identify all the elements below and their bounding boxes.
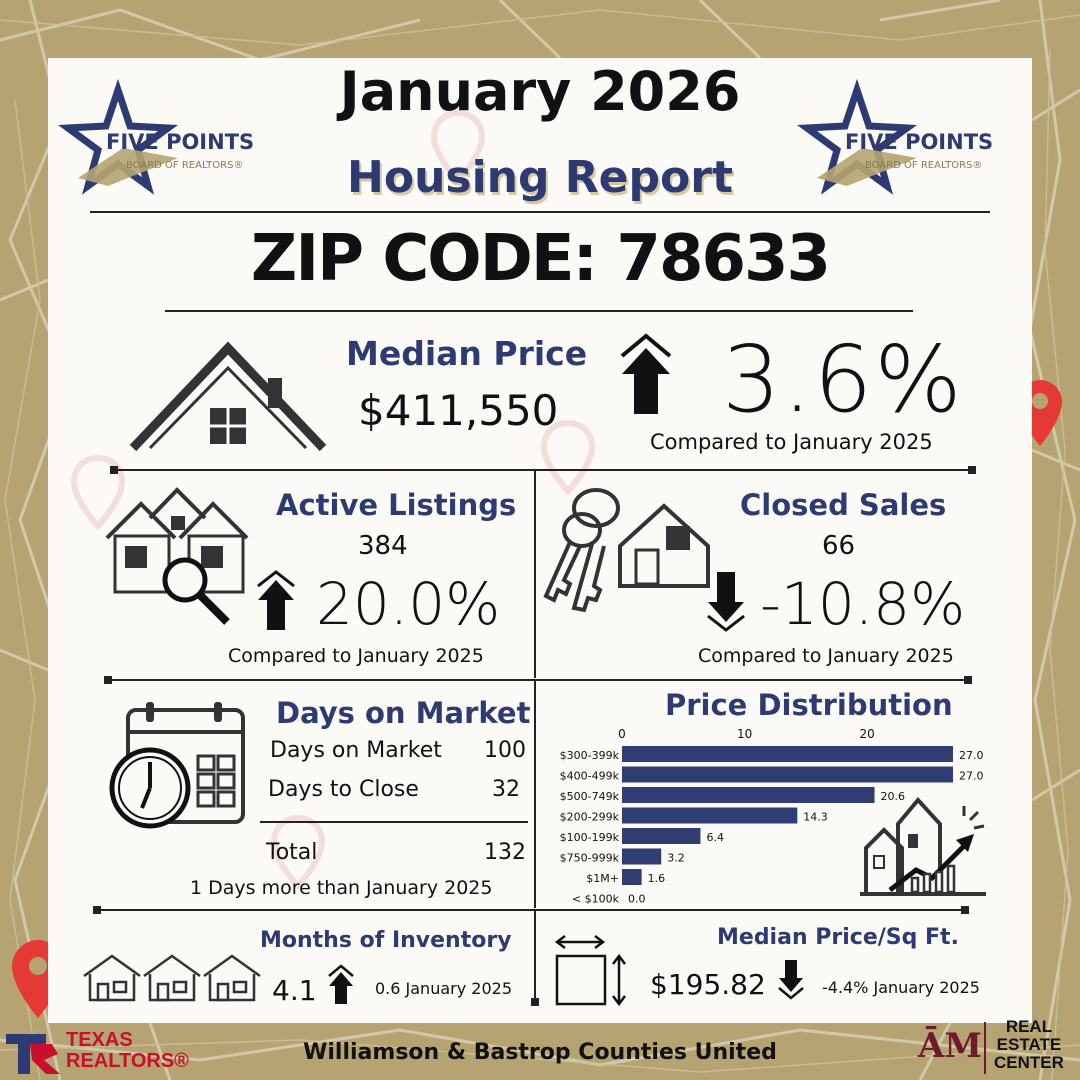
zip-code-heading: ZIP CODE: 78633 [250,222,830,296]
report-subtitle: Housing Report [347,152,733,203]
dom-total-value: 132 [484,840,526,865]
calendar-clock-icon [108,700,248,832]
divider-vertical [534,910,536,1002]
house-icon [128,340,328,452]
category-label: < $100k [571,892,619,906]
x-tick-label: 10 [736,727,753,741]
bar-value-label: 0.0 [628,892,646,906]
bar-value-label: 6.4 [706,831,724,844]
rec-line2: ESTATE [996,1035,1062,1054]
rec-line1: REAL [1005,1017,1053,1036]
texas-realtors-line1: TEXAS [66,1029,133,1051]
texas-realtors-line2: REALTORS® [66,1050,189,1072]
divider-end [110,466,118,474]
bar [622,808,797,824]
bar [622,869,642,885]
divider [108,679,968,681]
bar [622,767,953,783]
divider-end [531,998,539,1006]
footer-text: Williamson & Bastrop Counties United [303,1040,777,1065]
bar [622,849,661,865]
divider [260,821,528,823]
median-price-change: 3.6% [722,326,964,433]
price-sqft-value: $195.82 [650,968,766,1001]
closed-sales-value: 66 [822,531,856,561]
dom-row-value: 32 [492,777,520,802]
keys-icon [540,486,716,612]
bar-value-label: 27.0 [959,749,984,762]
bar [622,828,700,844]
logo-name: FIVE POINTS [106,130,255,154]
bar-value-label: 20.6 [880,790,906,803]
texas-realtors-mark-icon [4,1030,62,1076]
square-measure-icon [553,932,633,1006]
divider-vertical [534,680,536,908]
dom-compare: 1 Days more than January 2025 [190,877,493,899]
closed-sales-change: -10.8% [760,570,966,638]
divider [165,310,913,312]
up-arrow-icon [326,964,356,1006]
closed-sales-compare: Compared to January 2025 [698,645,954,667]
divider [97,909,967,911]
divider-end [93,906,101,914]
rec-line3: CENTER [994,1053,1064,1072]
logo-name: FIVE POINTS [845,130,994,154]
median-price-compare: Compared to January 2025 [650,430,933,454]
dom-row-label: Days to Close [268,777,419,802]
bar [622,746,953,762]
up-arrow-icon [254,570,298,632]
three-houses-icon [82,954,268,1002]
divider-end [961,906,969,914]
active-listings-compare: Compared to January 2025 [228,645,484,667]
days-on-market-heading: Days on Market [276,696,531,730]
months-inventory-heading: Months of Inventory [260,928,512,953]
category-label: $750-999k [559,851,619,865]
divider [90,211,990,213]
active-listings-heading: Active Listings [276,488,517,522]
months-inventory-compare: 0.6 January 2025 [375,979,512,998]
divider-end [968,466,976,474]
up-arrow-icon [618,334,674,416]
bar-value-label: 1.6 [647,872,666,885]
bar-value-label: 27.0 [959,769,984,783]
closed-sales-heading: Closed Sales [740,488,947,522]
houses-magnifier-icon [105,488,255,626]
bar-value-label: 3.2 [667,851,685,865]
dom-row-value: 100 [484,738,526,763]
atm-mark: ĀM [918,1026,983,1066]
x-tick-label: 0 [618,727,626,741]
category-label: $1M+ [586,872,619,885]
divider-end [964,676,972,684]
bar-value-label: 14.3 [803,810,828,824]
dom-row-label: Days on Market [270,738,442,763]
logo-subtitle: BOARD OF REALTORS® [126,160,244,171]
divider [112,469,972,471]
category-label: $300-399k [559,749,619,762]
bar [622,787,875,803]
active-listings-value: 384 [358,531,408,561]
median-price-heading: Median Price [346,334,588,373]
months-inventory-value: 4.1 [272,974,317,1007]
divider-vertical [534,470,536,678]
category-label: $200-299k [559,810,619,824]
chart-title: Price Distribution [665,688,953,722]
price-sqft-compare: -4.4% January 2025 [822,978,980,997]
houses-graph-icon [860,794,986,900]
x-tick-label: 20 [859,727,875,741]
logo-divider [984,1022,986,1074]
price-sqft-heading: Median Price/Sq Ft. [717,925,959,950]
texas-realtors-logo [4,1028,189,1078]
report-title: January 2026 [339,60,741,123]
down-arrow-icon [776,958,806,1000]
category-label: $500-749k [559,790,619,803]
dom-total-label: Total [266,840,318,865]
logo-subtitle: BOARD OF REALTORS® [865,160,983,171]
category-label: $100-199k [559,831,619,844]
divider-end [104,676,112,684]
median-price-value: $411,550 [358,386,559,435]
category-label: $400-499k [559,769,619,783]
active-listings-change: 20.0% [316,570,501,638]
real-estate-center-logo [918,1018,1078,1078]
down-arrow-icon [704,570,748,632]
